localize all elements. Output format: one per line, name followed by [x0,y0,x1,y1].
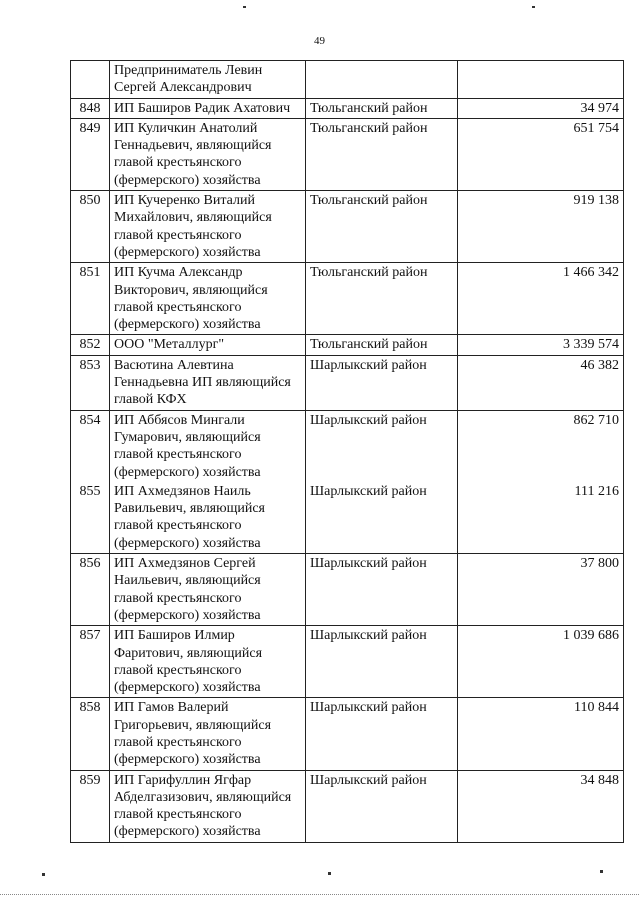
amount: 110 844 [458,698,624,770]
registry-table [70,60,624,843]
table-row [71,98,624,118]
district: Тюльганский район [306,263,458,335]
row-number: 854 [71,410,110,482]
district: Тюльганский район [306,191,458,263]
amount [458,61,624,99]
entrepreneur-name: ИП Кучма Александр Викторович, являющийся главой крестьянского (фермерского) хозяйства [110,263,306,335]
amount: 37 800 [458,554,624,626]
entrepreneur-name: Васютина Алевтина Геннадьевна ИП являющийся главой КФХ [110,355,306,410]
district: Шарлыкский район [306,698,458,770]
scan-mark [600,870,603,873]
amount: 46 382 [458,355,624,410]
row-number: 857 [71,626,110,698]
amount: 1 039 686 [458,626,624,698]
scan-mark [328,872,331,875]
table-row [71,191,624,263]
table-row [71,263,624,335]
district: Шарлыкский район [306,770,458,842]
entrepreneur-name: ООО "Металлург" [110,335,306,355]
scan-mark [532,6,535,8]
row-number: 853 [71,355,110,410]
amount: 862 710 [458,410,624,482]
table-row [71,118,624,190]
table-row [71,698,624,770]
amount: 651 754 [458,118,624,190]
table-row [71,770,624,842]
district: Шарлыкский район [306,410,458,482]
amount: 1 466 342 [458,263,624,335]
entrepreneur-name: ИП Ахмедзянов Наиль Равильевич, являющийся главой крестьянского (фермерского) хозяйства [110,482,306,554]
district: Тюльганский район [306,98,458,118]
district: Тюльганский район [306,118,458,190]
row-number: 848 [71,98,110,118]
table-row [71,355,624,410]
row-number: 859 [71,770,110,842]
entrepreneur-name: ИП Кучеренко Виталий Михайлович, являющийся главой крестьянского (фермерского) хозяйства [110,191,306,263]
page-number: 49 [314,35,325,47]
district: Шарлыкский район [306,554,458,626]
entrepreneur-name: ИП Гарифуллин Ягфар Абделгазизович, являющийся главой крестьянского (фермерского) хозяйства [110,770,306,842]
entrepreneur-name: ИП Ахмедзянов Сергей Наильевич, являющийся главой крестьянского (фермерского) хозяйства [110,554,306,626]
row-number: 850 [71,191,110,263]
district: Тюльганский район [306,335,458,355]
entrepreneur-name: ИП Куличкин Анатолий Геннадьевич, являющийся главой крестьянского (фермерского) хозяйства [110,118,306,190]
amount: 111 216 [458,482,624,554]
table-row [71,482,624,554]
table-row [71,335,624,355]
district [306,61,458,99]
entrepreneur-name: ИП Аббясов Мингали Гумарович, являющийся главой крестьянского (фермерского) хозяйства [110,410,306,482]
district: Шарлыкский район [306,355,458,410]
table-row [71,554,624,626]
scan-edge-line [0,894,639,895]
entrepreneur-name: ИП Гамов Валерий Григорьевич, являющийся главой крестьянского (фермерского) хозяйства [110,698,306,770]
entrepreneur-name: Предприниматель Левин Сергей Александрович [110,61,306,99]
row-number: 858 [71,698,110,770]
amount: 34 848 [458,770,624,842]
amount: 919 138 [458,191,624,263]
amount: 34 974 [458,98,624,118]
amount: 3 339 574 [458,335,624,355]
row-number: 849 [71,118,110,190]
district: Шарлыкский район [306,482,458,554]
row-number: 852 [71,335,110,355]
row-number: 855 [71,482,110,554]
table-row [71,61,624,99]
row-number [71,61,110,99]
row-number: 856 [71,554,110,626]
table-row [71,626,624,698]
entrepreneur-name: ИП Баширов Радик Ахатович [110,98,306,118]
row-number: 851 [71,263,110,335]
scan-mark [42,873,45,876]
table-row [71,410,624,482]
entrepreneur-name: ИП Баширов Илмир Фаритович, являющийся главой крестьянского (фермерского) хозяйства [110,626,306,698]
scan-mark [243,6,246,8]
district: Шарлыкский район [306,626,458,698]
